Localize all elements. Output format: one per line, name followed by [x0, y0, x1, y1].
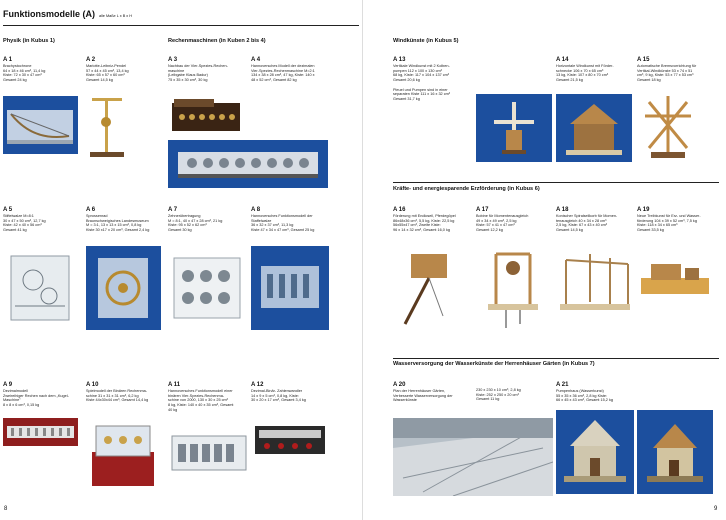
photo-a21-pumpenhaus — [556, 410, 634, 494]
section-physik: Physik (in Kubus 1) — [3, 38, 55, 44]
item-a16 — [393, 207, 475, 233]
photo-a8-staffelwalze-modell — [251, 246, 329, 330]
item-a18 — [556, 207, 636, 233]
item-code: A 20 — [393, 382, 406, 388]
photo-a14-horizontale-windkunst — [556, 94, 632, 162]
photo-a21-pumpenhaus-detail — [637, 410, 713, 494]
item-code: A 11 — [168, 382, 181, 388]
item-a4 — [251, 57, 341, 83]
item-text: Pumpenhaus (Wasserkunst) 55 x 35 x 36 cm³, 2,8 kg Kiste: 66 x 45 x 43 cm³, Gesamt 15,2 kg — [556, 389, 613, 403]
item-text: Dezimal-Binär- Zahlenwandler 14 x 9 x 5 cm³, 0,8 kg, Kiste: 30 x 20 x 17 cm³, Gesamt 3,4 kg — [251, 389, 306, 403]
photo-a9-dezimalmodell — [3, 418, 78, 446]
item-a7 — [168, 207, 248, 233]
photo-a15-bremsvorrichtung — [637, 90, 699, 164]
item-a6 — [86, 207, 166, 233]
item-a11 — [168, 382, 250, 413]
item-text: Konischer Spiralseilkorb für Momen- tenausgleich 40 x 34 x 28 cm³ 2,5 kg, Kiste: 67 x 43 x 40 cm³ Gesamt 14,5 kg — [556, 214, 618, 233]
item-text: Bobine für Momentenausgleich 49 x 34 x 49 cm³, 2,5 kg Kiste: 57 x 41 x 47 cm³ Gesamt 12,2 kg — [476, 214, 529, 233]
item-text: Hannoversches Funktionsmodell einer binären Vier-Spezies-Rechenma- schine von 2000, 130 x 30 x 25 cm³ 8 kg, Kiste: 140 x 40 x 35 cm³, Gesamt 40 kg — [168, 389, 234, 412]
item-code: A 2 — [86, 57, 96, 63]
item-code: A 19 — [637, 207, 650, 213]
page-number-right: 9 — [714, 506, 718, 512]
section-windkuenste: Windkünste (in Kubus 5) — [393, 38, 459, 44]
item-text: Hannoversches Modell der dezimalen Vier-Spezies-Rechenmaschine M=2:1 134 x 38 x 28 cm³, 47 kg, Kiste: 140 x 48 x 52 cm³, Gesamt 82 kg — [251, 64, 315, 83]
photo-a17-bobine — [476, 244, 550, 334]
item-code: A 8 — [251, 207, 261, 213]
item-a12 — [251, 382, 341, 403]
photo-a6-sprossenrad — [86, 246, 161, 330]
item-a21 — [556, 382, 640, 403]
photo-a4-modell — [168, 140, 328, 188]
item-text: Plan der Herrenhäuser Gärten, Verbesserte Wasserversorgung der Wasserkünste — [393, 389, 453, 403]
item-code: A 14 — [556, 57, 569, 63]
item-code: A 16 — [393, 207, 406, 213]
item-code: A 21 — [556, 382, 569, 388]
section-wasserversorgung: Wasserversorgung der Wasserkünste der Herrenhäuser Gärten (in Kubus 7) — [393, 361, 595, 367]
item-text: Neue Treibkunst für Erz- und Wasser- förderung 104 x 39 x 52 cm³, 7,5 kg Kiste: 118 x 34 x 65 cm³ Gesamt 33,5 kg — [637, 214, 701, 233]
item-a20-masse — [476, 388, 560, 402]
photo-a1-brachystochrone — [3, 96, 78, 154]
item-text: Stiftelwalze M=8:1 30 x 47 x 50 cm³, 12,7 kg Kiste: 42 x 40 x 56 cm³ Gesamt 41 kg — [3, 214, 46, 233]
item-text: Förderung mit Endloseil, Pferdegöpel 86x48x36 cm³, 5,5 kg, Kiste: 22,5 kg 56x55x47 cm³, Zweite Kiste: 96 x 14 x 32 cm³, Gesamt 16,0 kg — [393, 214, 456, 233]
item-code: A 1 — [3, 57, 13, 63]
item-a19 — [637, 207, 723, 233]
photo-a12-zahlenwandler — [251, 416, 329, 462]
item-text: Horizontale Windkunst mit Förder- schnecke 106 x 70 x 65 cm³ 13 kg, Kiste: 107 x 80 x 70 cm³ Gesamt 21,5 kg — [556, 64, 614, 83]
photo-a7-zehnerubertragung — [168, 246, 246, 330]
photo-a19-treibkunst — [637, 254, 713, 302]
dimension-note: alle Maße L x B x H — [99, 14, 132, 18]
photo-a5-staffelwalze — [3, 246, 78, 328]
item-a17 — [476, 207, 554, 233]
right-page — [363, 0, 726, 520]
item-code: A 5 — [3, 207, 13, 213]
item-text: Sprossenrad Braunschweigisches Landesmuseum M = 3:1, 13 x 13 x 15 cm³, 0,8 kg Kiste 30 x17 x 20 cm³, Gesamt 2,4 kg — [86, 214, 150, 233]
item-text: Nachbau der Vier-Spezies-Rechen- maschine (Leibgabe Klaus Badur) 75 x 35 x 30 cm³, 30 kg — [168, 64, 228, 83]
item-a14 — [556, 57, 638, 83]
photo-a3-rechenmaschine — [168, 95, 244, 137]
page-number-left: 8 — [4, 506, 8, 512]
photo-a10-binaere-rechenmaschine — [86, 412, 160, 492]
section-erzfoerderung: Kräfte- und energiesparende Erzförderung (in Kubus 6) — [393, 186, 540, 192]
item-code: A 7 — [168, 207, 178, 213]
item-code: A 12 — [251, 382, 264, 388]
item-a1 — [3, 57, 78, 83]
item-a5 — [3, 207, 81, 233]
photo-a16-pferdegoepel — [393, 244, 465, 332]
title-rule — [3, 25, 359, 26]
photo-a2-pendel — [86, 92, 128, 164]
rule-kraft — [393, 182, 719, 183]
item-text: Dezimalmodell Zweireihiger Rechen nach dem „Kugel-Maschine" 8 x 8 x 6 cm³, 0,15 kg — [3, 389, 69, 408]
item-a3 — [168, 57, 248, 83]
item-text: Mariotte-Leibniz-Pendel 57 x 44 x 45 cm³, 13,4 kg Kiste: 65 x 57 x 60 cm³ Gesamt 14,5 kg — [86, 64, 129, 83]
item-code: A 4 — [251, 57, 261, 63]
item-code: A 17 — [476, 207, 489, 213]
item-text: 230 x 230 x 10 cm³, 2,8 kg Kiste: 252 x 250 x 20 cm³ Gesamt 11 kg — [476, 388, 521, 402]
rule-wasser — [393, 358, 719, 359]
item-text: Spielmodell der Binären Rechenma- schine 31 x 31 x 31 cm³, 6,2 kg Kiste 44x30x44 cm³, Gesamt 14,4 kg — [86, 389, 149, 403]
photo-a11-binaere-vier-spezies — [168, 418, 250, 494]
item-a15 — [637, 57, 721, 83]
photo-a13-windkunst — [476, 94, 552, 162]
item-a9 — [3, 382, 83, 408]
item-text: Automatische Bremsvorrichtung für Vertikal-Windkünste 53 x 74 x 51 cm³, 9 kg, Kiste: 53 x 77 x 53 cm³ Gesamt 18 kg — [637, 64, 697, 83]
item-a20 — [393, 382, 475, 403]
item-code: A 3 — [168, 57, 178, 63]
item-code: A 9 — [3, 382, 13, 388]
item-code: A 18 — [556, 207, 569, 213]
item-text: Vertikale Windkunst mit 2 Kolben- pumpen 112 x 100 x 130 cm³ 68 kg, Kiste: 117 x 104 x 137 cm³ Gesamt 20,6 kg Pleuel und Pumpen sind in einer separaten Kiste 111 x 16 x 32 cm³ Gesamt 31,7 kg — [393, 64, 451, 101]
item-text: Hannoversches Funktionsmodell der Staffelwalze 36 x 32 x 37 cm³, 11,3 kg Kiste 47 x 34 x 47 cm³, Gesamt 25 kg — [251, 214, 315, 233]
item-a10 — [86, 382, 166, 403]
item-text: Brachystochrone 64 x 18 x 46 cm³, 11,4 kg Kiste: 72 x 30 x 47 cm³ Gesamt 24 kg — [3, 64, 46, 83]
catalog-title: Funktionsmodelle (A) alle Maße L x B x H — [3, 9, 132, 19]
item-a8 — [251, 207, 343, 233]
item-code: A 13 — [393, 57, 406, 63]
item-text: Zehnerübertragung M = 8:1, 40 x 47 x 28 cm³, 21 kg Kiste: 95 x 52 x 62 cm³ Gesamt 30 kg — [168, 214, 223, 233]
photo-a20-herrenhaeuser-plan — [393, 418, 553, 496]
section-rechenmaschinen: Rechenmaschinen (in Kuben 2 bis 4) — [168, 38, 266, 44]
item-code: A 15 — [637, 57, 650, 63]
item-a2 — [86, 57, 164, 83]
photo-a18-spiralseilkorb — [556, 240, 634, 324]
item-code: A 10 — [86, 382, 99, 388]
item-code: A 6 — [86, 207, 96, 213]
item-a13 — [393, 57, 473, 102]
